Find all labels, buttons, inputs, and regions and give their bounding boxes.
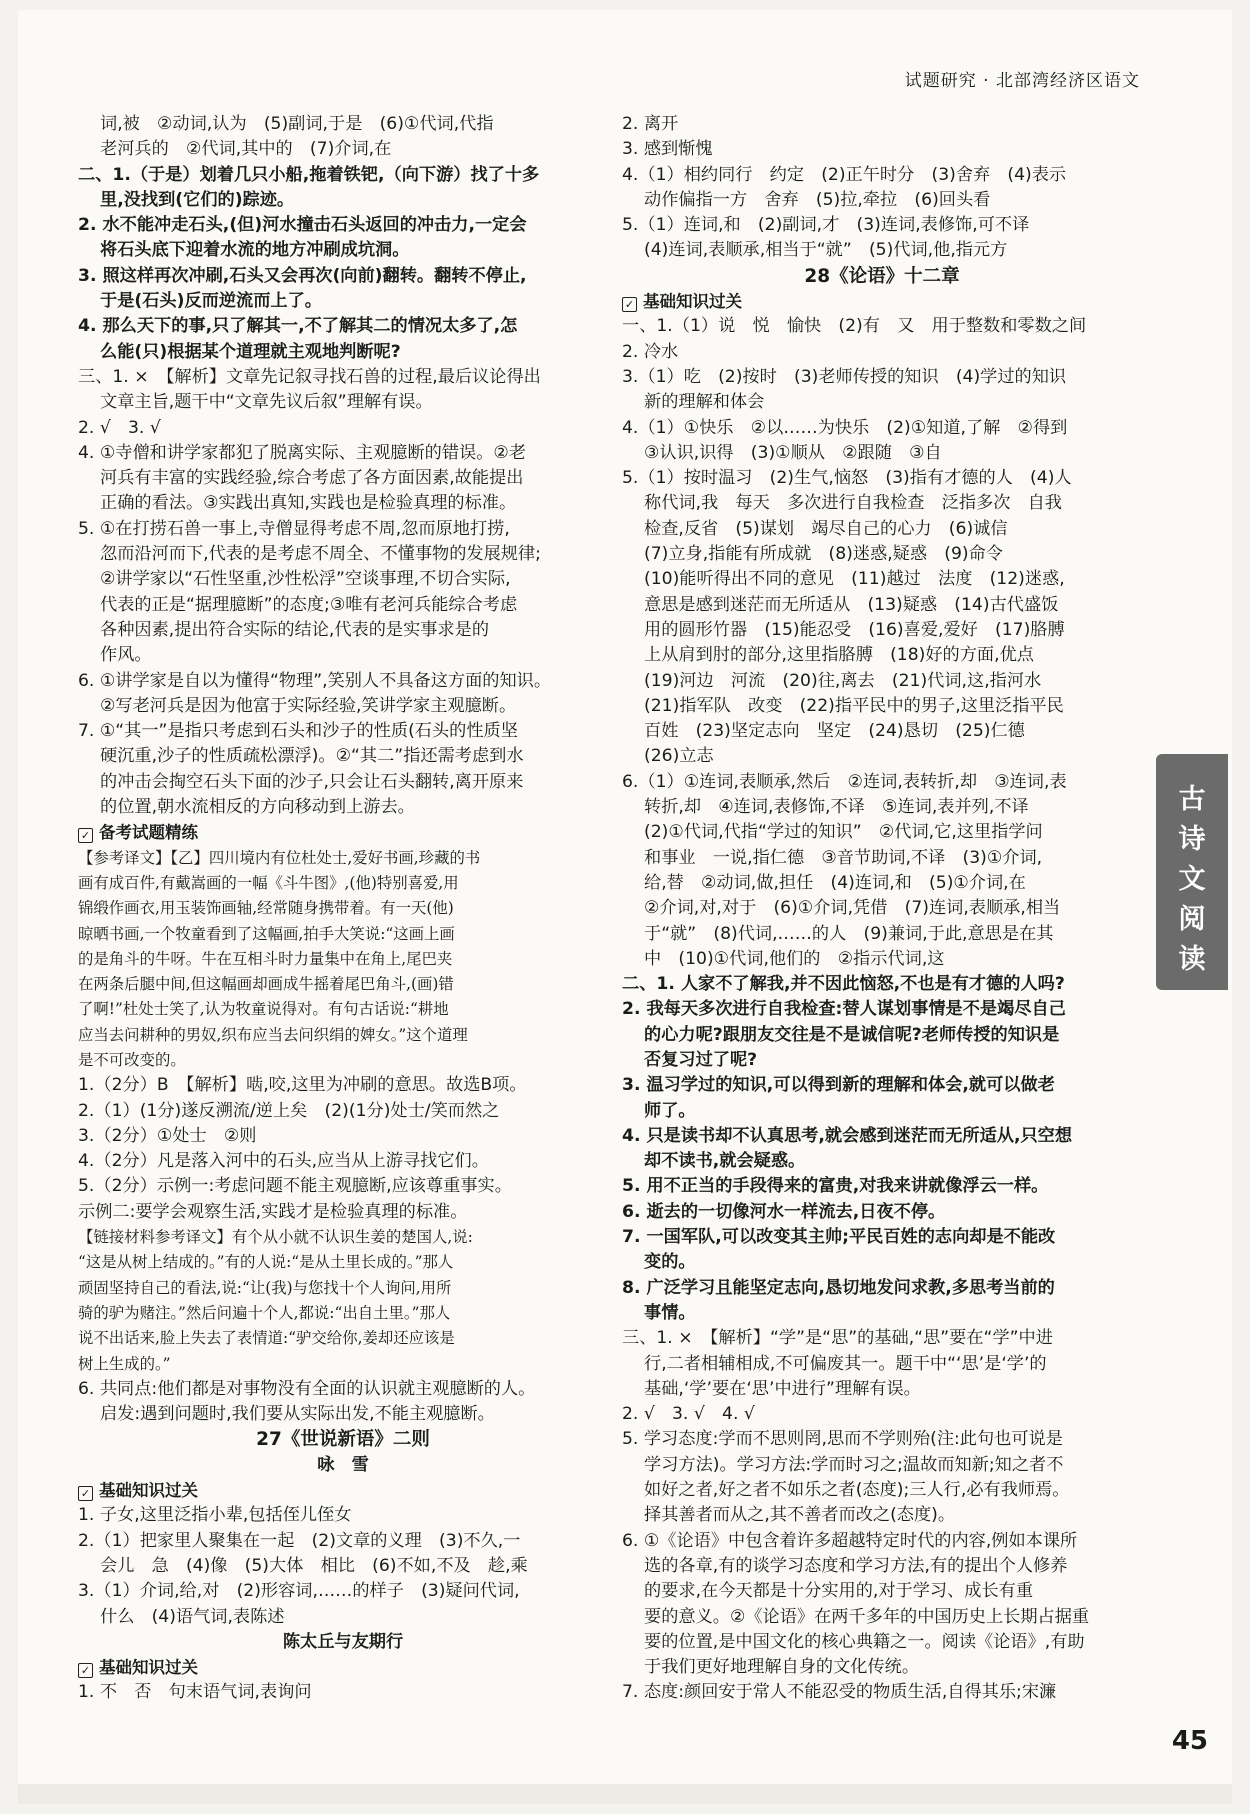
answer-line: ③认识,识得 (3)①顺从 ②跟随 ③自 xyxy=(644,442,942,463)
answer-line: 新的理解和体会 xyxy=(644,392,765,413)
tab-char: 诗 xyxy=(1178,824,1206,855)
answer-line: 8. 广泛学习且能坚定志向,恳切地发问求教,多思考当前的 xyxy=(622,1277,1055,1298)
answer-line: 却不读书,就会疑惑。 xyxy=(644,1151,806,1172)
bottom-strip xyxy=(18,1784,1232,1804)
section-heading-label: 基础知识过关 xyxy=(99,1481,198,1501)
answer-line: 2.（1）(1分)遂反溯流/逆上矣 (2)(1分)处士/笑而然之 xyxy=(78,1100,500,1121)
section-heading xyxy=(78,1655,608,1680)
answer-line: (19)河边 河流 (20)往,离去 (21)代词,这,指河水 xyxy=(644,670,1042,691)
answer-line: 骑的驴为赌注。”然后问遍十个人,都说:“出自土里。”那人 xyxy=(78,1303,451,1322)
section-heading xyxy=(78,1478,608,1503)
answer-line: 的要求,在今天都是十分实用的,对于学习、成长有重 xyxy=(644,1581,1034,1602)
answer-line: 各种因素,提出符合实际的结论,代表的是实事求是的 xyxy=(100,619,490,640)
answer-line: 河兵有丰富的实践经验,综合考虑了各方面因素,故能提出 xyxy=(100,468,524,489)
answer-line: 咏 雪 xyxy=(317,1454,369,1475)
section-tab-label xyxy=(1156,780,1228,980)
answer-line: 3. 感到惭愧 xyxy=(622,139,713,160)
answer-line: 在两条后腿中间,但这幅画却画成牛摇着尾巴角斗,(画)错 xyxy=(78,975,454,994)
checkbox-icon: ✓ xyxy=(622,297,637,312)
answer-line: 事情。 xyxy=(644,1302,696,1323)
section-heading xyxy=(78,820,608,845)
answer-line: 否复习过了呢? xyxy=(644,1049,758,1070)
answer-line: 2.（1）把家里人聚集在一起 (2)文章的义理 (3)不久,一 xyxy=(78,1530,521,1551)
answer-line: 6. 共同点:他们都是对事物没有全面的认识就主观臆断的人。 xyxy=(78,1378,536,1399)
answer-line: 师了。 xyxy=(644,1100,696,1121)
answer-line: (26)立志 xyxy=(644,746,714,767)
answer-line: 转折,却 ④连词,表修饰,不译 ⑤连词,表并列,不译 xyxy=(644,797,1029,818)
answer-line: 5. 用不正当的手段得来的富贵,对我来讲就像浮云一样。 xyxy=(622,1176,1049,1197)
answer-line: 正确的看法。③实践出真知,实践也是检验真理的标准。 xyxy=(100,493,517,514)
answer-line: 代表的正是“据理臆断”的态度;③唯有老河兵能综合考虑 xyxy=(100,594,518,615)
answer-line: 4. 那么天下的事,只了解其一,不了解其二的情况太多了,怎 xyxy=(78,316,518,337)
answer-line: 6.（1）①连词,表顺承,然后 ②连词,表转折,却 ③连词,表 xyxy=(622,771,1067,792)
answer-line: 要的意义。②《论语》在两千多年的中国历史上长期占据重 xyxy=(644,1606,1090,1627)
answer-line: (7)立身,指能有所成就 (8)迷惑,疑惑 (9)命令 xyxy=(644,544,1003,565)
answer-line: 二、1. 人家不了解我,并不因此恼怒,不也是有才德的人吗? xyxy=(622,974,1065,995)
answer-line: 2. 水不能冲走石头,(但)河水撞击石头返回的冲击力,一定会 xyxy=(78,215,527,236)
answer-line: 3.（1）介词,给,对 (2)形容词,……的样子 (3)疑问代词, xyxy=(78,1581,520,1602)
tab-char: 古 xyxy=(1178,784,1206,815)
answer-line: 6. ①讲学家是自以为懂得“物理”,笑别人不具备这方面的知识。 xyxy=(78,670,552,691)
section-heading xyxy=(622,289,1142,314)
answer-line: 变的。 xyxy=(644,1252,696,1273)
answer-line: 6. 逝去的一切像河水一样流去,日夜不停。 xyxy=(622,1201,946,1222)
answer-line: 中 (10)①代词,他们的 ②指示代词,这 xyxy=(644,948,945,969)
right-column xyxy=(622,112,1142,1706)
answer-line: 于“就” (8)代词,……的人 (9)兼词,于此,意思是在其 xyxy=(644,923,1054,944)
answer-line: 将石头底下迎着水流的地方冲刷成坑洞。 xyxy=(100,240,410,261)
answer-line: 7. ①“其一”是指只考虑到石头和沙子的性质(石头的性质坚 xyxy=(78,721,518,742)
answer-line: 5.（1）连词,和 (2)副词,才 (3)连词,表修饰,可不译 xyxy=(622,215,1030,236)
answer-line: 7. 态度:颜回安于常人不能忍受的物质生活,自得其乐;宋濂 xyxy=(622,1682,1057,1703)
answer-line: 用的圆形竹器 (15)能忍受 (16)喜爱,爱好 (17)胳膊 xyxy=(644,619,1065,640)
answer-line: 4.（1）相约同行 约定 (2)正午时分 (3)舍弃 (4)表示 xyxy=(622,164,1067,185)
answer-line: 意思是感到迷茫而无所适从 (13)疑惑 (14)古代盛饭 xyxy=(644,594,1059,615)
left-column xyxy=(78,112,608,1706)
answer-line: 了啊!”杜处士笑了,认为牧童说得对。有句古话说:“耕地 xyxy=(78,1000,449,1019)
answer-line: 什么 (4)语气词,表陈述 xyxy=(100,1606,285,1627)
answer-line: 2. √ 3. √ xyxy=(78,417,161,438)
lesson-title: 28《论语》十二章 xyxy=(804,265,960,287)
answer-line: 的是角斗的牛呀。牛在互相斗时力量集中在角上,尾巴夹 xyxy=(78,949,453,968)
answer-line: 于我们更好地理解自身的文化传统。 xyxy=(644,1657,920,1678)
answer-line: 二、1.（于是）划着几只小船,拖着铁钯,（向下游）找了十多 xyxy=(78,164,540,185)
tab-char: 文 xyxy=(1178,864,1206,895)
answer-line: (10)能听得出不同的意见 (11)越过 法度 (12)迷惑, xyxy=(644,569,1065,590)
answer-line: 要的位置,是中国文化的核心典籍之一。阅读《论语》,有助 xyxy=(644,1631,1085,1652)
answer-line: 应当去问耕种的男奴,织布应当去问织绢的婢女。”这个道理 xyxy=(78,1025,468,1044)
answer-line: 4.（1）①快乐 ②以……为快乐 (2)①知道,了解 ②得到 xyxy=(622,417,1068,438)
answer-line: 7. 一国军队,可以改变其主帅;平民百姓的志向却是不能改 xyxy=(622,1227,1056,1248)
answer-line: 陈太丘与友期行 xyxy=(282,1631,404,1652)
tab-char: 阅 xyxy=(1178,904,1206,935)
checkbox-icon: ✓ xyxy=(78,828,93,843)
answer-line: 学习方法)。学习方法:学而时习之;温故而知新;知之者不 xyxy=(644,1454,1064,1475)
answer-line: ②写老河兵是因为他富于实际经验,笑讲学家主观臆断。 xyxy=(100,695,517,716)
section-heading-label: 基础知识过关 xyxy=(99,1658,198,1678)
answer-line: 里,没找到(它们的)踪迹。 xyxy=(100,189,295,210)
answer-line: ②讲学家以“石性坚重,沙性松浮”空谈事理,不切合实际, xyxy=(100,569,511,590)
answer-line: 5.（2分）示例一:考虑问题不能主观臆断,应该尊重事实。 xyxy=(78,1176,512,1197)
answer-line: (21)指军队 改变 (22)指平民中的男子,这里泛指平民 xyxy=(644,695,1064,716)
answer-line: 1.（2分）B 【解析】啮,咬,这里为冲刷的意思。故选B项。 xyxy=(78,1075,527,1096)
answer-line: 4.（2分）凡是落入河中的石头,应当从上游寻找它们。 xyxy=(78,1151,489,1172)
answer-line: 行,二者相辅相成,不可偏废其一。题干中“‘思’是‘学’的 xyxy=(644,1353,1047,1374)
section-heading-label: 基础知识过关 xyxy=(643,292,742,312)
answer-line: 2. 离开 xyxy=(622,114,679,134)
answer-line: 2. 冷水 xyxy=(622,341,679,362)
answer-line: 老河兵的 ②代词,其中的 (7)介词,在 xyxy=(100,139,392,160)
answer-line: 1. 子女,这里泛指小辈,包括侄儿侄女 xyxy=(78,1505,352,1526)
answer-line: 3. 照这样再次冲刷,石头又会再次(向前)翻转。翻转不停止, xyxy=(78,265,527,286)
answer-line: 择其善者而从之,其不善者而改之(态度)。 xyxy=(644,1505,956,1526)
answer-line: 是不可改变的。 xyxy=(78,1050,186,1069)
tab-char: 读 xyxy=(1178,944,1206,975)
answer-line: (4)连词,表顺承,相当于“就” (5)代词,他,指元方 xyxy=(644,240,1008,261)
section-heading-label: 备考试题精练 xyxy=(99,823,198,843)
answer-line: 5. 学习态度:学而不思则罔,思而不学则殆(注:此句也可说是 xyxy=(622,1429,1063,1450)
answer-line: 2. 我每天多次进行自我检查:替人谋划事情是不是竭尽自己 xyxy=(622,999,1066,1020)
section-tab xyxy=(1156,754,1228,990)
answer-line: 动作偏指一方 舍弃 (5)拉,牵拉 (6)回头看 xyxy=(644,189,991,210)
answer-line: 的冲击会掏空石头下面的沙子,只会让石头翻转,离开原来 xyxy=(100,771,524,792)
answer-line: 一、1.（1）说 悦 愉快 (2)有 又 用于整数和零数之间 xyxy=(622,316,1087,337)
answer-line: 3.（2分）①处士 ②则 xyxy=(78,1125,257,1146)
answer-line: 于是(石头)反而逆流而上了。 xyxy=(100,291,322,312)
answer-line: 晾晒书画,一个牧童看到了这幅画,拍手大笑说:“这画上画 xyxy=(78,924,455,943)
answer-line: 上从肩到肘的部分,这里指胳膊 (18)好的方面,优点 xyxy=(644,645,1034,666)
running-header: 试题研究 · 北部湾经济区语文 xyxy=(904,71,1140,91)
answer-line: 【参考译文】【乙】四川境内有位杜处士,爱好书画,珍藏的书 xyxy=(78,848,481,867)
answer-line: 【链接材料参考译文】有个从小就不认识生姜的楚国人,说: xyxy=(78,1228,473,1247)
answer-line: 5.（1）按时温习 (2)生气,恼怒 (3)指有才德的人 (4)人 xyxy=(622,468,1072,489)
answer-line: 3.（1）吃 (2)按时 (3)老师传授的知识 (4)学过的知识 xyxy=(622,366,1067,387)
answer-line: 画有成百件,有戴嵩画的一幅《斗牛图》,(他)特别喜爱,用 xyxy=(78,873,459,892)
answer-line: 检查,反省 (5)谋划 竭尽自己的心力 (6)诚信 xyxy=(644,518,1008,539)
answer-line: 锦缎作画衣,用玉装饰画轴,经常随身携带着。有一天(他) xyxy=(78,899,454,918)
answer-line: 启发:遇到问题时,我们要从实际出发,不能主观臆断。 xyxy=(100,1404,495,1425)
answer-line: 会儿 急 (4)像 (5)大体 相比 (6)不如,不及 趁,乘 xyxy=(100,1555,528,1576)
answer-line: 的心力呢?跟朋友交往是不是诚信呢?老师传授的知识是 xyxy=(644,1024,1060,1045)
answer-line: 的位置,朝水流相反的方向移动到上游去。 xyxy=(100,797,415,818)
answer-line: 如好之者,好之者不如乐之者(态度);三人行,必有我师焉。 xyxy=(644,1480,1070,1501)
answer-line: 给,替 ②动词,做,担任 (4)连词,和 (5)①介词,在 xyxy=(644,872,1026,893)
answer-line: 词,被 ②动词,认为 (5)副词,于是 (6)①代词,代指 xyxy=(100,114,494,134)
answer-line: 1. 不 否 句末语气词,表询问 xyxy=(78,1682,312,1703)
answer-line: 么能(只)根据某个道理就主观地判断呢? xyxy=(100,341,401,362)
answer-line: 文章主旨,题干中“文章先议后叙”理解有误。 xyxy=(100,392,433,413)
checkbox-icon: ✓ xyxy=(78,1486,93,1501)
answer-line: 树上生成的。” xyxy=(78,1354,171,1373)
answer-line: 作风。 xyxy=(100,645,152,666)
answer-line: 说不出话来,脸上失去了表情道:“驴交给你,姜却还应该是 xyxy=(78,1329,455,1348)
answer-line: 和事业 一说,指仁德 ③音节助词,不译 (3)①介词, xyxy=(644,847,1043,868)
answer-line: 忽而沿河而下,代表的是考虑不周全、不懂事物的发展规律; xyxy=(100,544,541,565)
answer-line: 5. ①在打捞石兽一事上,寺僧显得考虑不周,忽而原地打捞, xyxy=(78,518,510,539)
answer-line: “这是从树上结成的。”有的人说:“是从土里长成的。”那人 xyxy=(78,1253,454,1272)
answer-line: 百姓 (23)坚定志向 坚定 (24)恳切 (25)仁德 xyxy=(644,721,1025,742)
checkbox-icon: ✓ xyxy=(78,1663,93,1678)
answer-line: 三、1. × 【解析】“学”是“思”的基础,“思”要在“学”中进 xyxy=(622,1328,1053,1349)
answer-line: 基础,‘学’要在‘思’中进行”理解有误。 xyxy=(644,1378,921,1399)
lesson-title: 27《世说新语》二则 xyxy=(256,1429,430,1451)
answer-line: 4. ①寺僧和讲学家都犯了脱离实际、主观臆断的错误。②老 xyxy=(78,442,526,463)
answer-line: 硬沉重,沙子的性质疏松漂浮)。②“其二”指还需考虑到水 xyxy=(100,746,524,767)
answer-line: ②介词,对,对于 (6)①介词,凭借 (7)连词,表顺承,相当 xyxy=(644,898,1061,919)
answer-line: (2)①代词,代指“学过的知识” ②代词,它,这里指学问 xyxy=(644,822,1043,843)
answer-line: 称代词,我 每天 多次进行自我检查 泛指多次 自我 xyxy=(644,493,1062,514)
answer-line: 顽固坚持自己的看法,说:“让(我)与您找十个人询问,用所 xyxy=(78,1278,452,1297)
answer-line: 三、1. × 【解析】文章先记叙寻找石兽的过程,最后议论得出 xyxy=(78,366,541,387)
answer-line: 3. 温习学过的知识,可以得到新的理解和体会,就可以做老 xyxy=(622,1075,1055,1096)
page-number: 45 xyxy=(1171,1726,1208,1756)
answer-line: 示例二:要学会观察生活,实践才是检验真理的标准。 xyxy=(78,1201,468,1222)
answer-line: 4. 只是读书却不认真思考,就会感到迷茫而无所适从,只空想 xyxy=(622,1125,1073,1146)
answer-line: 选的各章,有的谈学习态度和学习方法,有的提出个人修养 xyxy=(644,1555,1068,1576)
answer-line: 2. √ 3. √ 4. √ xyxy=(622,1404,755,1425)
answer-line: 6. ①《论语》中包含着许多超越特定时代的内容,例如本课所 xyxy=(622,1530,1078,1551)
